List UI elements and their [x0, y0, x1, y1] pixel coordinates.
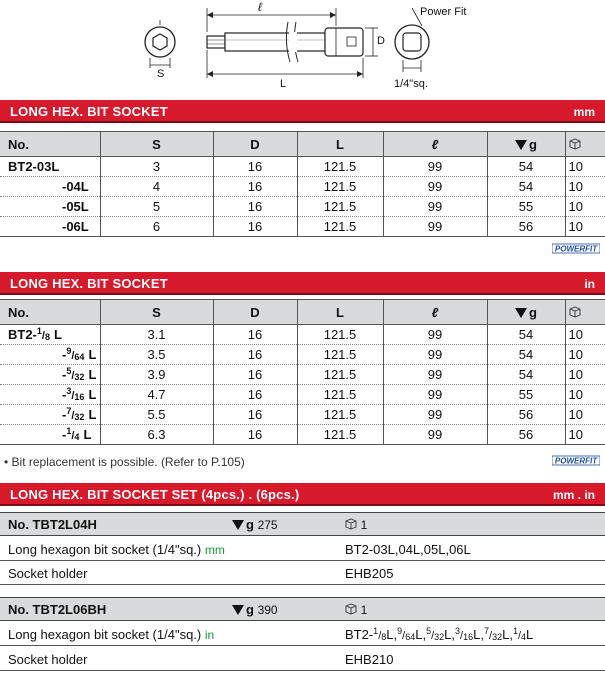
set-section-unit: mm . in: [552, 488, 595, 502]
mm-section-header: [0, 100, 605, 123]
dim-ell-label: ℓ: [258, 0, 262, 14]
fraction-numerator: 3: [66, 386, 72, 396]
col-header-weight: g: [487, 300, 565, 325]
cell-s: 4: [100, 177, 213, 197]
set2-header: [0, 597, 605, 621]
cell-g: 54: [487, 177, 565, 197]
cell-l: 121.5: [297, 177, 383, 197]
col-header-ell: ℓ: [383, 300, 487, 325]
set2-line1-label: Long hexagon bit socket (1/4"sq.): [8, 627, 202, 642]
cell-l: 121.5: [297, 217, 383, 237]
cell-ell: 99: [383, 157, 487, 177]
cell-s: 3.1: [100, 325, 213, 345]
fraction-denominator: 8: [381, 632, 387, 642]
table-row: [0, 425, 605, 445]
set2-weight: g 390: [232, 602, 278, 617]
set1-line2-value: EHB205: [345, 566, 394, 581]
table-row: [0, 177, 605, 197]
fraction-denominator: 32: [492, 632, 503, 642]
set2-number: No. TBT2L06BH: [8, 602, 107, 617]
cell-d: 16: [213, 365, 297, 385]
table-row: [0, 157, 605, 177]
cell-s: 5: [100, 197, 213, 217]
cell-qty: 10: [565, 157, 605, 177]
weight-triangle-icon: [232, 520, 244, 530]
set-section-header: [0, 483, 605, 506]
fraction-denominator: 4: [74, 432, 80, 442]
cell-g: 54: [487, 365, 565, 385]
cell-s: 6.3: [100, 425, 213, 445]
cell-ell: 99: [383, 405, 487, 425]
cell-l: 121.5: [297, 197, 383, 217]
col-header-s: S: [100, 300, 213, 325]
cell-s: 3.5: [100, 345, 213, 365]
box-quantity-icon: [345, 518, 357, 530]
set1-line-holder: [0, 562, 605, 585]
cell-no: -04L: [0, 177, 100, 197]
cell-no: -7/32 L: [0, 405, 100, 425]
cell-ell: 99: [383, 325, 487, 345]
fraction-denominator: 16: [463, 632, 474, 642]
cell-qty: 10: [565, 177, 605, 197]
set-section-title: LONG HEX. BIT SOCKET SET (4pcs.) . (6pcs.): [10, 487, 300, 502]
in-section-header: [0, 272, 605, 295]
cell-no: -3/16 L: [0, 385, 100, 405]
cell-s: 3.9: [100, 365, 213, 385]
fraction-numerator: 5: [66, 366, 72, 376]
set1-header: [0, 512, 605, 536]
cell-no: BT2-1/8 L: [0, 325, 100, 345]
fraction-denominator: 32: [434, 632, 445, 642]
cell-no: -9/64 L: [0, 345, 100, 365]
col-header-s: S: [100, 132, 213, 157]
col-header-no: No.: [0, 300, 100, 325]
set1-line1-unit: mm: [204, 543, 225, 557]
in-section-unit: in: [584, 277, 595, 291]
set1-line-bit-socket: [0, 538, 605, 561]
table-row: [0, 325, 605, 345]
cell-g: 55: [487, 197, 565, 217]
powerfit-logo: [552, 241, 600, 255]
fraction-denominator: 8: [44, 332, 50, 342]
cell-g: 55: [487, 385, 565, 405]
table-row: [0, 345, 605, 365]
cell-no: -1/4 L: [0, 425, 100, 445]
set2-line-holder: [0, 648, 605, 671]
cell-qty: 10: [565, 197, 605, 217]
set2-line1-value: BT2-1/8L,9/64L,5/32L,3/16L,7/32L,1/4L: [345, 626, 534, 642]
fraction-denominator: 64: [405, 632, 416, 642]
cell-l: 121.5: [297, 325, 383, 345]
power-fit-label: Power Fit: [420, 6, 467, 18]
cell-d: 16: [213, 425, 297, 445]
cell-ell: 99: [383, 177, 487, 197]
table-row: [0, 365, 605, 385]
cell-g: 56: [487, 405, 565, 425]
cell-qty: 10: [565, 385, 605, 405]
cell-s: 4.7: [100, 385, 213, 405]
cell-no: -06L: [0, 217, 100, 237]
cell-ell: 99: [383, 385, 487, 405]
fraction-numerator: 1: [512, 626, 518, 636]
cell-qty: 10: [565, 325, 605, 345]
cell-l: 121.5: [297, 405, 383, 425]
col-header-l: L: [297, 300, 383, 325]
set1-qty: 1: [345, 517, 367, 532]
cell-ell: 99: [383, 365, 487, 385]
dim-d-label: D: [377, 35, 385, 47]
cell-ell: 99: [383, 345, 487, 365]
table-row: [0, 217, 605, 237]
set2-qty: 1: [345, 602, 367, 617]
dim-s-label: S: [157, 68, 165, 80]
cell-qty: 10: [565, 217, 605, 237]
cell-g: 56: [487, 425, 565, 445]
cell-no: BT2-03L: [0, 157, 100, 177]
fraction-denominator: 64: [74, 352, 85, 362]
cell-d: 16: [213, 157, 297, 177]
fraction-numerator: 1: [66, 426, 72, 436]
cell-s: 3: [100, 157, 213, 177]
fraction-denominator: 16: [74, 392, 85, 402]
fraction-numerator: 9: [397, 626, 403, 636]
fraction-numerator: 3: [455, 626, 461, 636]
set2-line1-unit: in: [204, 628, 215, 642]
cell-s: 5.5: [100, 405, 213, 425]
fraction-numerator: 7: [66, 406, 72, 416]
box-quantity-icon: [345, 603, 357, 615]
cell-g: 54: [487, 325, 565, 345]
in-section-title: LONG HEX. BIT SOCKET: [10, 276, 168, 291]
product-diagram: [0, 0, 605, 100]
mm-spec-table: [0, 131, 605, 237]
col-header-l: L: [297, 132, 383, 157]
col-header-weight: g: [487, 132, 565, 157]
cell-no: -5/32 L: [0, 365, 100, 385]
set2-line2-label: Socket holder: [8, 652, 88, 667]
socket-drawing: [0, 0, 605, 100]
cell-qty: 10: [565, 345, 605, 365]
fraction-denominator: 32: [74, 412, 85, 422]
weight-triangle-icon: [515, 308, 527, 318]
box-quantity-icon: [569, 138, 581, 150]
cell-l: 121.5: [297, 157, 383, 177]
table-row: [0, 197, 605, 217]
cell-s: 6: [100, 217, 213, 237]
cell-d: 16: [213, 405, 297, 425]
col-header-d: D: [213, 300, 297, 325]
fraction-denominator: 4: [521, 632, 527, 642]
cell-l: 121.5: [297, 425, 383, 445]
col-header-qty: [565, 300, 605, 325]
cell-ell: 99: [383, 217, 487, 237]
box-quantity-icon: [569, 306, 581, 318]
cell-d: 16: [213, 325, 297, 345]
table-row: [0, 385, 605, 405]
set1-weight: g 275: [232, 517, 278, 532]
cell-d: 16: [213, 345, 297, 365]
fraction-denominator: 32: [74, 372, 85, 382]
mm-section-title: LONG HEX. BIT SOCKET: [10, 104, 168, 119]
set1-line2-label: Socket holder: [8, 566, 88, 581]
cell-qty: 10: [565, 365, 605, 385]
cell-ell: 99: [383, 197, 487, 217]
cell-qty: 10: [565, 405, 605, 425]
col-header-d: D: [213, 132, 297, 157]
set1-line1-value: BT2-03L,04L,05L,06L: [345, 542, 471, 557]
dim-L-label: L: [280, 78, 287, 90]
cell-no: -05L: [0, 197, 100, 217]
cell-d: 16: [213, 177, 297, 197]
powerfit-logo: [552, 453, 600, 467]
cell-l: 121.5: [297, 365, 383, 385]
table-row: [0, 405, 605, 425]
in-spec-table: [0, 299, 605, 445]
mm-section-unit: mm: [573, 105, 595, 119]
cell-ell: 99: [383, 425, 487, 445]
cell-d: 16: [213, 197, 297, 217]
cell-d: 16: [213, 217, 297, 237]
svg-text:POWERFIT: POWERFIT: [554, 456, 598, 466]
cell-g: 54: [487, 157, 565, 177]
weight-triangle-icon: [515, 140, 527, 150]
set1-number: No. TBT2L04H: [8, 517, 97, 532]
fraction-numerator: 1: [373, 626, 379, 636]
col-header-no: No.: [0, 132, 100, 157]
fraction-numerator: 5: [426, 626, 432, 636]
dim-sq-label: 1/4"sq.: [394, 78, 428, 90]
replacement-note: • Bit replacement is possible. (Refer to P.105): [4, 455, 245, 469]
cell-g: 54: [487, 345, 565, 365]
weight-triangle-icon: [232, 605, 244, 615]
set2-line-bit-socket: [0, 623, 605, 646]
cell-l: 121.5: [297, 385, 383, 405]
col-header-qty: [565, 132, 605, 157]
svg-text:POWERFIT: POWERFIT: [554, 244, 598, 254]
fraction-numerator: 9: [66, 346, 72, 356]
cell-g: 56: [487, 217, 565, 237]
col-header-ell: ℓ: [383, 132, 487, 157]
set1-line1-label: Long hexagon bit socket (1/4"sq.): [8, 542, 202, 557]
fraction-numerator: 1: [36, 326, 42, 336]
set2-line2-value: EHB210: [345, 652, 394, 667]
cell-l: 121.5: [297, 345, 383, 365]
cell-d: 16: [213, 385, 297, 405]
fraction-numerator: 7: [483, 626, 489, 636]
cell-qty: 10: [565, 425, 605, 445]
